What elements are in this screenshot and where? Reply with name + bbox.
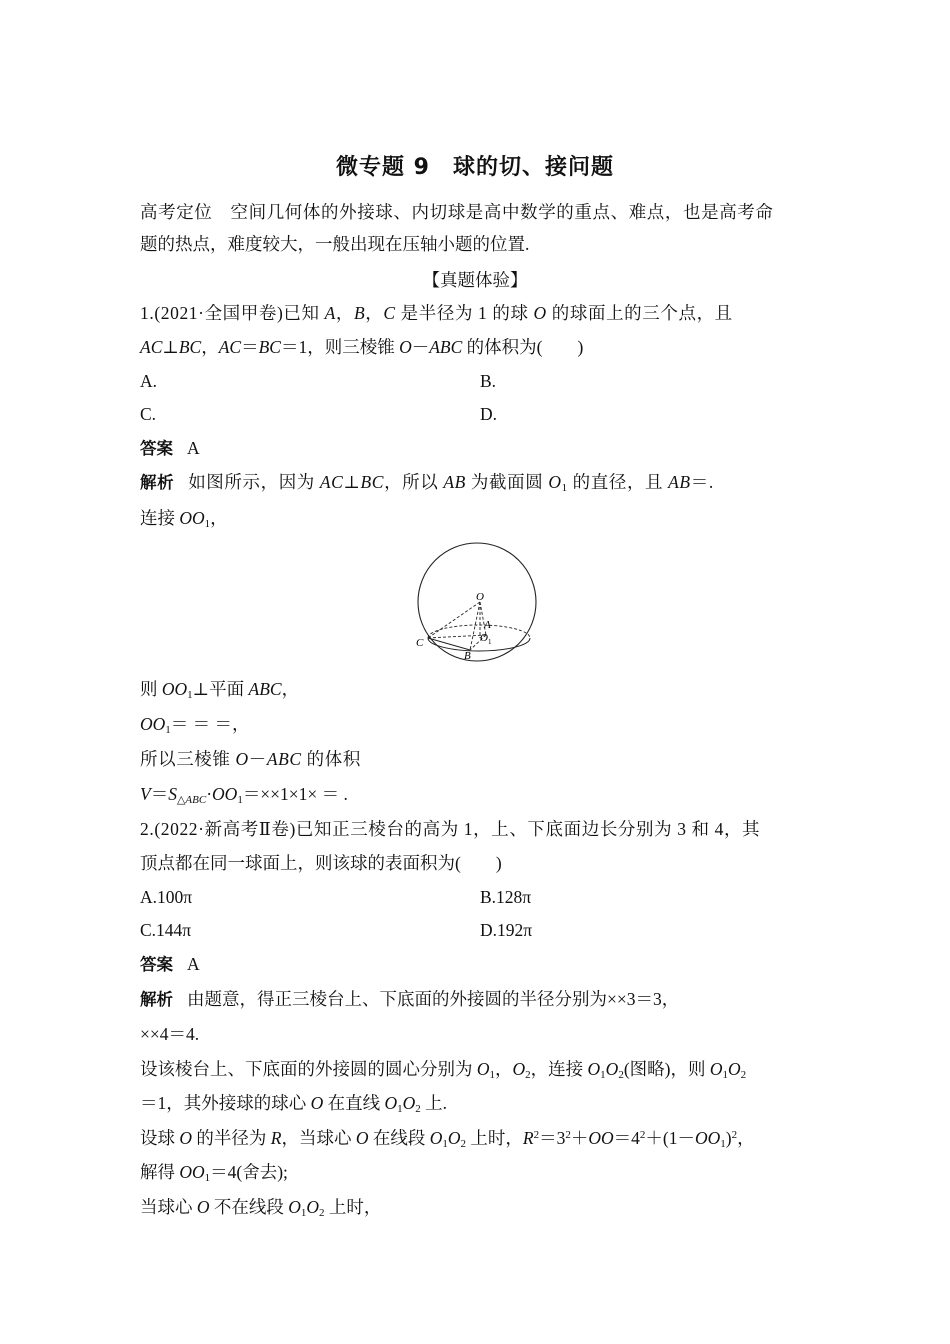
- segment-ca: [428, 635, 486, 638]
- q1-derivation-2: $OO_1=$ ＝ ＝，: [140, 714, 250, 736]
- intro-line-2: 题的热点，难度较大，一般出现在压轴小题的位置.: [140, 234, 530, 254]
- analysis-label-2: 解析: [140, 990, 173, 1009]
- q1-derivation-4: $V=S_{\triangle ABC}\cdot OO_1=\times\times 1\times 1\times$ ＝ .: [140, 784, 348, 806]
- q2-analysis-line-6: 解得 $OO_1=4$(舍去);: [140, 1162, 288, 1184]
- q1-stem-line-1: 1.(2021·全国甲卷)已知 A，B，C 是半径为 1 的球 O 的球面上的三个点，且: [140, 303, 733, 323]
- q1-option-d: D.: [480, 404, 498, 424]
- label-a: A: [484, 619, 491, 631]
- q1-analysis-line-2: 连接 $OO_1$，: [140, 508, 228, 530]
- q2-option-d: D.192π: [480, 920, 533, 940]
- q2-stem-line-2: 顶点都在同一球面上，则该球的表面积为( ): [140, 853, 502, 873]
- q2-option-b: B.128π: [480, 887, 532, 907]
- analysis-label: 解析: [140, 473, 175, 492]
- q2-analysis-line-3: 设该棱台上、下底面的外接圆的圆心分别为 $O_1$，$O_2$，连接 $O_1O_2$(图略)，则 $O_1O_2$: [140, 1059, 747, 1081]
- q2-analysis-line-5: 设球 O 的半径为 R，当球心 O 在线段 $O_1O_2$ 上时，$R^2=3^2+OO=4^2+(1-OO_1)^2$，: [140, 1128, 755, 1150]
- label-o1: O: [480, 632, 488, 644]
- q1-answer: 答案 A: [140, 438, 200, 458]
- section-ellipse-front: [428, 638, 530, 651]
- sphere-figure: [408, 538, 548, 663]
- page-title: 微专题 9 球的切、接问题: [336, 155, 614, 180]
- intro-line-1: 高考定位 空间几何体的外接球、内切球是高中数学的重点、难点，也是高考命: [140, 202, 774, 222]
- q2-analysis-line-1: 解析 由题意，得正三棱台上、下底面的外接圆的半径分别为××3＝3，: [140, 989, 680, 1009]
- answer-label-2: 答案: [140, 955, 173, 974]
- q2-analysis-line-4: ＝1，其外接球的球心 O 在直线 $O_1O_2$ 上.: [140, 1093, 448, 1115]
- label-o1-sub: 1: [488, 638, 492, 646]
- label-c: C: [416, 637, 424, 649]
- answer-label: 答案: [140, 439, 173, 458]
- q2-analysis-line-2: ××4＝4.: [140, 1024, 200, 1044]
- q1-analysis-line-1: 解析 如图所示，因为 AC⊥BC，所以 AB 为截面圆 $O_1$ 的直径，且 AB＝.: [140, 472, 714, 494]
- q2-analysis-line-7: 当球心 O 不在线段 $O_1O_2$ 上时，: [140, 1197, 382, 1219]
- q2-option-c: C.144π: [140, 920, 192, 940]
- segment-oc: [428, 602, 480, 638]
- q2-option-a: A.100π: [140, 887, 193, 907]
- q1-option-a: A.: [140, 371, 158, 391]
- q1-derivation-3: 所以三棱锥 O－ABC 的体积: [140, 749, 361, 769]
- q1-option-c: C.: [140, 404, 157, 424]
- q2-answer: 答案 A: [140, 954, 200, 974]
- q1-stem-line-2: AC⊥BC，AC＝BC＝1，则三棱锥 O－ABC 的体积为( ): [140, 337, 584, 357]
- q2-stem-line-1: 2.(2022·新高考Ⅱ卷)已知正三棱台的高为 1，上、下底面边长分别为 3 和 4，其: [140, 819, 761, 839]
- section-heading: 【真题体验】: [422, 270, 528, 290]
- segment-ob: [470, 602, 480, 650]
- q1-derivation-1: 则 $OO_1\perp$平面 ABC，: [140, 679, 300, 701]
- q1-option-b: B.: [480, 371, 497, 391]
- section-ellipse-back: [428, 625, 530, 638]
- label-b: B: [464, 650, 471, 662]
- label-o: O: [476, 591, 484, 603]
